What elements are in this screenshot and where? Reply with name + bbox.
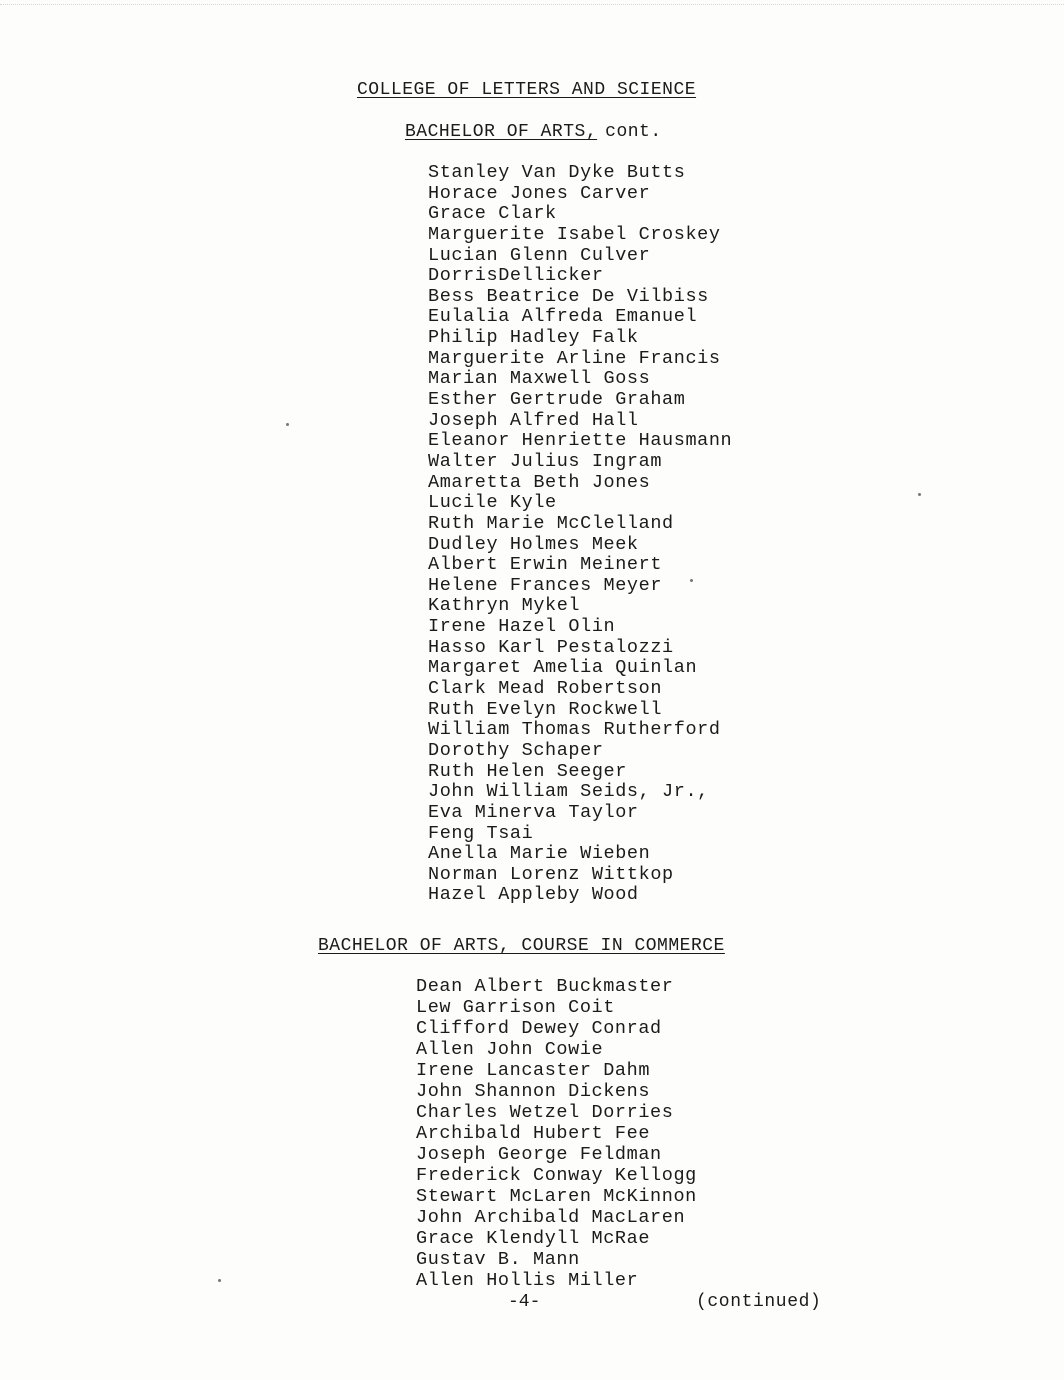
graduate-name: Walter Julius Ingram (428, 450, 663, 472)
section1-heading-text: BACHELOR OF ARTS, (405, 122, 598, 142)
scan-speck (218, 1279, 221, 1282)
graduate-name: Marguerite Isabel Croskey (428, 223, 721, 245)
graduate-name: Amaretta Beth Jones (428, 471, 651, 493)
graduate-name: Horace Jones Carver (428, 182, 651, 204)
graduate-name: Stewart McLaren McKinnon (416, 1186, 697, 1207)
scan-speck (690, 579, 693, 582)
graduate-name: Frederick Conway Kellogg (416, 1165, 697, 1186)
graduate-name: Stanley Van Dyke Butts (428, 162, 686, 183)
graduate-name: Joseph George Feldman (416, 1144, 662, 1165)
graduate-name: Grace Clark (428, 203, 557, 225)
graduate-name: Marian Maxwell Goss (428, 368, 651, 390)
graduate-name: Ruth Helen Seeger (428, 760, 627, 782)
graduate-name: Kathryn Mykel (428, 595, 581, 617)
graduate-name: Helene Frances Meyer (428, 574, 663, 596)
graduate-name: Eulalia Alfreda Emanuel (428, 306, 698, 328)
continued-note: (continued) (696, 1292, 822, 1312)
graduate-name: Dean Albert Buckmaster (416, 976, 674, 997)
graduate-name: Clark Mead Robertson (428, 678, 663, 700)
graduate-name: Dorothy Schaper (428, 739, 604, 761)
graduate-name: William Thomas Rutherford (428, 719, 721, 741)
scan-edge (0, 4, 1064, 5)
graduate-name: Albert Erwin Meinert (428, 554, 663, 576)
graduate-name: John Shannon Dickens (416, 1081, 651, 1102)
graduate-name: Ruth Marie McClelland (428, 512, 674, 534)
college-title: COLLEGE OF LETTERS AND SCIENCE (357, 80, 697, 100)
graduate-name: DorrisDellicker (428, 265, 604, 287)
section1-heading (405, 122, 662, 142)
scan-speck (918, 493, 921, 496)
graduate-name: Hazel Appleby Wood (428, 884, 639, 906)
graduate-name: Dudley Holmes Meek (428, 533, 639, 555)
graduate-name: Margaret Amelia Quinlan (428, 657, 698, 679)
graduate-name: Bess Beatrice De Vilbiss (428, 285, 709, 307)
graduate-name: Philip Hadley Falk (428, 327, 639, 349)
graduate-name: Eleanor Henriette Hausmann (428, 430, 733, 452)
graduate-name: John Archibald MacLaren (416, 1207, 686, 1228)
graduate-name: Clifford Dewey Conrad (416, 1018, 662, 1039)
graduate-name: Norman Lorenz Wittkop (428, 863, 674, 885)
graduate-name: Grace Klendyll McRae (416, 1228, 651, 1249)
graduate-name: Lew Garrison Coit (416, 997, 615, 1018)
graduate-name: Allen John Cowie (416, 1039, 604, 1060)
graduate-name: Anella Marie Wieben (428, 843, 651, 865)
graduate-name: Feng Tsai (428, 822, 534, 844)
graduate-name: Allen Hollis Miller (416, 1270, 639, 1291)
graduate-name: Lucile Kyle (428, 492, 557, 514)
graduate-name: Marguerite Arline Francis (428, 347, 721, 369)
section1-heading-suffix: cont. (605, 122, 662, 142)
graduate-name: Gustav B. Mann (416, 1249, 580, 1270)
graduate-name: Irene Hazel Olin (428, 616, 616, 638)
graduate-name: Archibald Hubert Fee (416, 1123, 651, 1144)
graduate-name: Charles Wetzel Dorries (416, 1102, 674, 1123)
scan-speck (286, 423, 289, 426)
graduate-name: John William Seids, Jr., (428, 781, 709, 803)
graduate-name: Hasso Karl Pestalozzi (428, 636, 674, 658)
graduate-name: Irene Lancaster Dahm (416, 1060, 651, 1081)
bachelor-of-arts-list (428, 163, 732, 906)
commerce-list (416, 976, 697, 1291)
graduate-name: Ruth Evelyn Rockwell (428, 698, 663, 720)
graduate-name: Joseph Alfred Hall (428, 409, 639, 431)
graduate-name: Esther Gertrude Graham (428, 389, 686, 411)
page-number: -4- (508, 1292, 541, 1312)
graduate-name: Eva Minerva Taylor (428, 801, 639, 823)
graduate-name: Lucian Glenn Culver (428, 244, 651, 266)
section2-heading: BACHELOR OF ARTS, COURSE IN COMMERCE (318, 936, 725, 956)
